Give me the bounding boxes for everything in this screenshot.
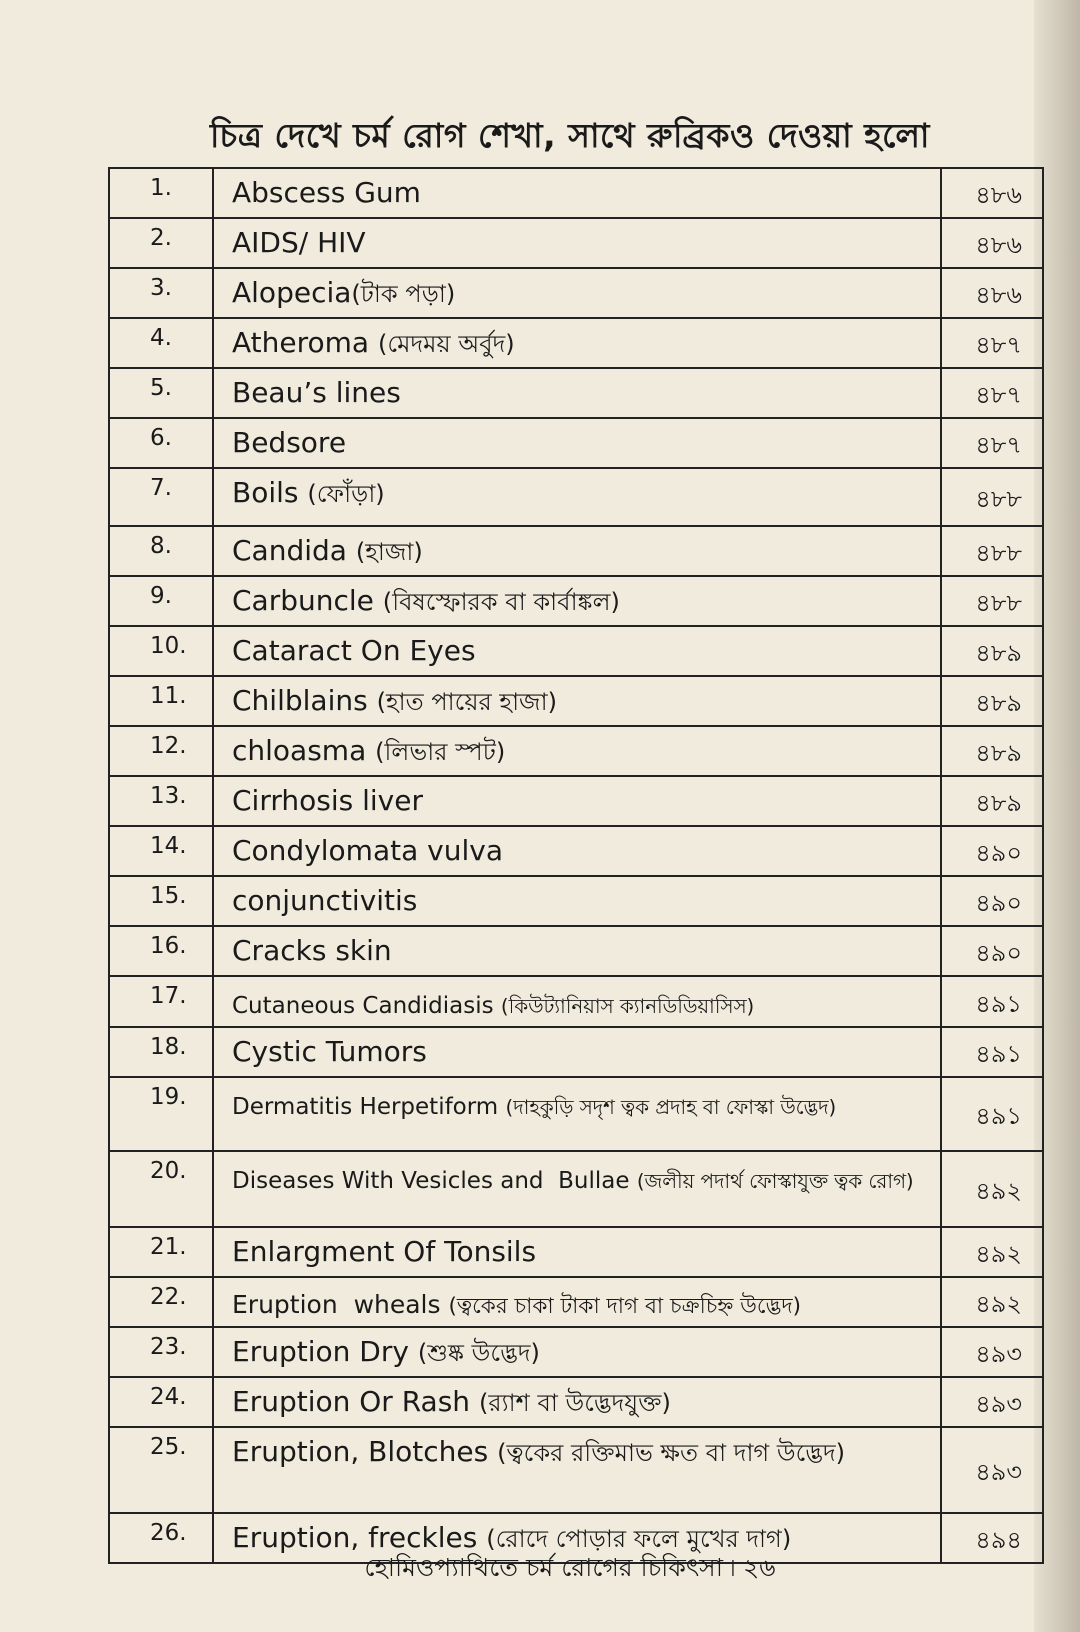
table-row	[109, 776, 1043, 826]
entry-title	[213, 368, 941, 418]
entry-number: 12.	[109, 726, 213, 776]
entry-number: 7.	[109, 468, 213, 526]
entry-bengali-name: (ত্বকের চাকা টাকা দাগ বা চক্রচিহ্ন উদ্ভেদ)	[448, 1294, 802, 1319]
entry-number: 20.	[109, 1151, 213, 1227]
entry-page-number: ৪৯৩	[941, 1377, 1043, 1427]
table-row	[109, 726, 1043, 776]
entry-bengali-name: (কিউট্যানিয়াস ক্যানডিডিয়াসিস)	[500, 995, 755, 1018]
entry-english-name: Bedsore	[232, 426, 347, 459]
table-row	[109, 468, 1043, 526]
entry-title	[213, 1427, 941, 1513]
entry-number: 1.	[109, 168, 213, 218]
table-row	[109, 1427, 1043, 1513]
entry-page-number: ৪৮৬	[941, 218, 1043, 268]
entry-number: 8.	[109, 526, 213, 576]
entry-english-name: Condylomata vulva	[232, 834, 503, 867]
entry-english-name: Carbuncle	[232, 584, 383, 617]
entry-page-number: ৪৯০	[941, 926, 1043, 976]
table-row	[109, 168, 1043, 218]
entry-page-number: ৪৮৭	[941, 418, 1043, 468]
entry-bengali-name: (বিষস্ফোরক বা কার্বাঙ্কল)	[382, 588, 620, 616]
entry-number: 23.	[109, 1327, 213, 1377]
entry-english-name: Cutaneous Candidiasis	[232, 993, 501, 1019]
table-row	[109, 1151, 1043, 1227]
entry-number: 17.	[109, 976, 213, 1027]
entry-english-name: Eruption wheals	[232, 1290, 449, 1319]
entry-number: 26.	[109, 1513, 213, 1563]
entry-title	[213, 218, 941, 268]
entry-title	[213, 268, 941, 318]
entry-number: 4.	[109, 318, 213, 368]
entry-number: 10.	[109, 626, 213, 676]
entry-english-name: Cirrhosis liver	[232, 784, 423, 817]
entry-bengali-name: (র‍্যাশ বা উদ্ভেদযুক্ত)	[478, 1389, 671, 1417]
entry-title	[213, 676, 941, 726]
table-row	[109, 1027, 1043, 1077]
entry-title	[213, 876, 941, 926]
entry-english-name: Chilblains	[232, 684, 377, 717]
entry-number: 15.	[109, 876, 213, 926]
entry-page-number: ৪৮৮	[941, 576, 1043, 626]
entry-english-name: Diseases With Vesicles and Bullae	[232, 1168, 637, 1194]
entry-page-number: ৪৯০	[941, 876, 1043, 926]
entry-bengali-name: (হাজা)	[355, 538, 423, 566]
entry-number: 18.	[109, 1027, 213, 1077]
entry-english-name: Beau’s lines	[232, 376, 401, 409]
entry-title	[213, 1377, 941, 1427]
entry-page-number: ৪৮৮	[941, 526, 1043, 576]
entry-page-number: ৪৮৯	[941, 776, 1043, 826]
entry-title	[213, 1077, 941, 1151]
entry-bengali-name: (লিভার স্পট)	[375, 738, 506, 766]
entry-number: 2.	[109, 218, 213, 268]
entry-title	[213, 1327, 941, 1377]
entry-title	[213, 926, 941, 976]
entry-page-number: ৪৯২	[941, 1277, 1043, 1327]
entry-english-name: Boils	[232, 476, 308, 509]
entry-bengali-name: (হাত পায়ের হাজা)	[376, 688, 557, 716]
entry-number: 22.	[109, 1277, 213, 1327]
table-row	[109, 676, 1043, 726]
entry-english-name: Enlargment Of Tonsils	[232, 1235, 537, 1268]
entry-page-number: ৪৯৩	[941, 1427, 1043, 1513]
table-row	[109, 576, 1043, 626]
entry-title	[213, 1027, 941, 1077]
entry-title	[213, 1151, 941, 1227]
entry-page-number: ৪৯১	[941, 1077, 1043, 1151]
entry-bengali-name: (টাক পড়া)	[351, 280, 456, 308]
entry-bengali-name: (ত্বকের রক্তিমাভ ক্ষত বা দাগ উদ্ভেদ)	[497, 1439, 846, 1467]
entry-page-number: ৪৮৯	[941, 626, 1043, 676]
table-row	[109, 1277, 1043, 1327]
entry-page-number: ৪৮৮	[941, 468, 1043, 526]
table-row	[109, 268, 1043, 318]
contents-table	[108, 167, 1044, 1564]
entry-page-number: ৪৯১	[941, 976, 1043, 1027]
entry-english-name: Candida	[232, 534, 356, 567]
entry-number: 25.	[109, 1427, 213, 1513]
entry-page-number: ৪৮৬	[941, 168, 1043, 218]
entry-title	[213, 726, 941, 776]
entry-title	[213, 776, 941, 826]
table-row	[109, 418, 1043, 468]
entry-title	[213, 1227, 941, 1277]
entry-page-number: ৪৮৭	[941, 368, 1043, 418]
entry-number: 21.	[109, 1227, 213, 1277]
table-row	[109, 1077, 1043, 1151]
entry-english-name: Eruption, freckles	[232, 1521, 487, 1554]
table-row	[109, 976, 1043, 1027]
entry-page-number: ৪৯৪	[941, 1513, 1043, 1563]
entry-page-number: ৪৯১	[941, 1027, 1043, 1077]
entry-number: 11.	[109, 676, 213, 726]
entry-bengali-name: (রোদে পোড়ার ফলে মুখের দাগ)	[486, 1525, 792, 1553]
entry-english-name: AIDS/ HIV	[232, 226, 366, 259]
table-row	[109, 926, 1043, 976]
entry-title	[213, 468, 941, 526]
entry-number: 9.	[109, 576, 213, 626]
entry-number: 3.	[109, 268, 213, 318]
table-row	[109, 318, 1043, 368]
entry-title	[213, 1277, 941, 1327]
table-row	[109, 368, 1043, 418]
entry-english-name: Eruption Or Rash	[232, 1385, 479, 1418]
entry-english-name: Cystic Tumors	[232, 1035, 427, 1068]
table-row	[109, 526, 1043, 576]
entry-page-number: ৪৯২	[941, 1227, 1043, 1277]
page-footer: হোমিওপ্যাথিতে চর্ম রোগের চিকিৎসা ৷ ২৬	[364, 1553, 776, 1582]
table-row	[109, 1377, 1043, 1427]
table-row	[109, 1227, 1043, 1277]
entry-title	[213, 526, 941, 576]
entry-english-name: Eruption Dry	[232, 1335, 418, 1368]
entry-page-number: ৪৮৭	[941, 318, 1043, 368]
entry-title	[213, 826, 941, 876]
entry-number: 13.	[109, 776, 213, 826]
entry-title	[213, 576, 941, 626]
entry-number: 24.	[109, 1377, 213, 1427]
page-title: চিত্র দেখে চর্ম রোগ শেখা, সাথে রুব্রিকও দেওয়া হলো	[209, 116, 930, 155]
entry-page-number: ৪৯০	[941, 826, 1043, 876]
entry-bengali-name: (ফোঁড়া)	[307, 480, 385, 508]
entry-english-name: conjunctivitis	[232, 884, 418, 917]
table-row	[109, 626, 1043, 676]
entry-english-name: Atheroma	[232, 326, 378, 359]
entry-english-name: Cataract On Eyes	[232, 634, 476, 667]
entry-english-name: chloasma	[232, 734, 376, 767]
entry-page-number: ৪৮৯	[941, 726, 1043, 776]
entry-number: 6.	[109, 418, 213, 468]
entry-number: 19.	[109, 1077, 213, 1151]
entry-page-number: ৪৯৩	[941, 1327, 1043, 1377]
entry-page-number: ৪৯২	[941, 1151, 1043, 1227]
entry-bengali-name: (দাহকুড়ি সদৃশ ত্বক প্রদাহ বা ফোস্কা উদ্ভেদ)	[505, 1096, 837, 1119]
table-row	[109, 218, 1043, 268]
entry-bengali-name: (জলীয় পদার্থ ফোস্কাযুক্ত ত্বক রোগ)	[636, 1170, 914, 1193]
entry-bengali-name: (শুষ্ক উদ্ভেদ)	[417, 1339, 540, 1367]
entry-number: 16.	[109, 926, 213, 976]
entry-bengali-name: (মেদময় অর্বুদ)	[377, 330, 515, 358]
entry-page-number: ৪৮৯	[941, 676, 1043, 726]
entry-english-name: Eruption, Blotches	[232, 1435, 498, 1468]
entry-english-name: Cracks skin	[232, 934, 392, 967]
entry-title	[213, 318, 941, 368]
entry-number: 14.	[109, 826, 213, 876]
entry-number: 5.	[109, 368, 213, 418]
entry-title	[213, 418, 941, 468]
table-row	[109, 876, 1043, 926]
entry-page-number: ৪৮৬	[941, 268, 1043, 318]
contents-table-body	[109, 168, 1043, 1563]
entry-english-name: Abscess Gum	[232, 176, 421, 209]
entry-english-name: Alopecia	[232, 276, 352, 309]
entry-title	[213, 168, 941, 218]
table-row	[109, 1327, 1043, 1377]
entry-title	[213, 976, 941, 1027]
entry-english-name: Dermatitis Herpetiform	[232, 1094, 506, 1120]
table-row	[109, 826, 1043, 876]
entry-title	[213, 626, 941, 676]
